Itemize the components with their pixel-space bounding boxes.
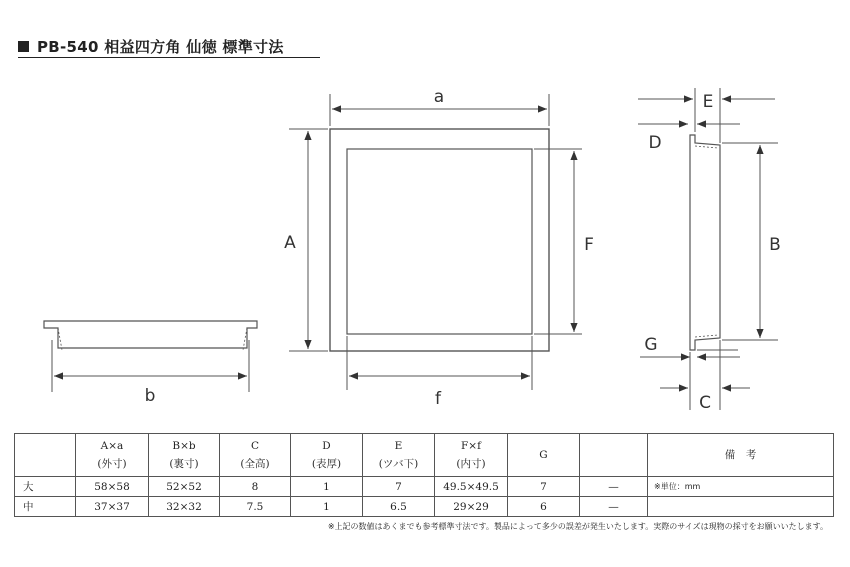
front-view <box>330 129 549 351</box>
side-profile <box>690 135 720 350</box>
label-G: G <box>644 335 658 355</box>
table-cell: 8 <box>220 477 291 497</box>
bottom-side-view <box>44 321 257 350</box>
header-cell: C (全高) <box>220 434 291 477</box>
header-cell <box>580 434 648 477</box>
table-cell: 6.5 <box>363 497 435 517</box>
header-cell: D (表厚) <box>291 434 363 477</box>
label-b: b <box>144 386 156 406</box>
table-cell: 49.5×49.5 <box>435 477 508 497</box>
spec-table <box>14 433 834 517</box>
label-f: f <box>435 389 441 409</box>
title-text: PB-540 相益四方角 仙徳 標準寸法 <box>37 38 284 56</box>
header-cell: B×b (裏寸) <box>149 434 220 477</box>
tray-profile <box>44 321 257 348</box>
remarks-note: ※単位：mm <box>648 477 834 497</box>
header-cell: F×f (内寸) <box>435 434 508 477</box>
table-cell: 7.5 <box>220 497 291 517</box>
label-F: F <box>584 235 594 255</box>
label-A: A <box>284 233 296 253</box>
label-a: a <box>433 87 445 107</box>
table-cell: 29×29 <box>435 497 508 517</box>
inner-square <box>347 149 532 334</box>
dim-f <box>347 336 532 390</box>
dim-F <box>534 149 582 334</box>
right-side-view <box>690 135 720 350</box>
label-C: C <box>699 393 711 413</box>
header-cell-remarks: 備 考 <box>648 434 834 477</box>
table-cell: 1 <box>291 477 363 497</box>
label-D: D <box>648 133 662 153</box>
row-label: 中 <box>15 497 76 517</box>
table-cell: — <box>580 497 648 517</box>
outer-square <box>330 129 549 351</box>
table-row <box>15 497 834 517</box>
row-label: 大 <box>15 477 76 497</box>
table-cell: 52×52 <box>149 477 220 497</box>
table-cell: 7 <box>508 477 580 497</box>
table-cell: 7 <box>363 477 435 497</box>
header-cell: G <box>508 434 580 477</box>
table-cell: — <box>580 477 648 497</box>
remarks-note <box>648 497 834 517</box>
header-cell: E (ツバ下) <box>363 434 435 477</box>
label-B: B <box>769 235 781 255</box>
table-cell: 32×32 <box>149 497 220 517</box>
table-row <box>15 477 834 497</box>
table-header-row <box>15 434 834 477</box>
table-cell: 1 <box>291 497 363 517</box>
table-cell: 37×37 <box>76 497 149 517</box>
label-E: E <box>702 92 714 112</box>
header-cell: A×a (外寸) <box>76 434 149 477</box>
footnote: ※上記の数値はあくまでも参考標準寸法です。製品によって多少の誤差が発生いたします。実際のサイズは現物の採寸をお願いいたします。 <box>327 522 828 531</box>
header-cell <box>15 434 76 477</box>
table-cell: 58×58 <box>76 477 149 497</box>
table-cell: 6 <box>508 497 580 517</box>
